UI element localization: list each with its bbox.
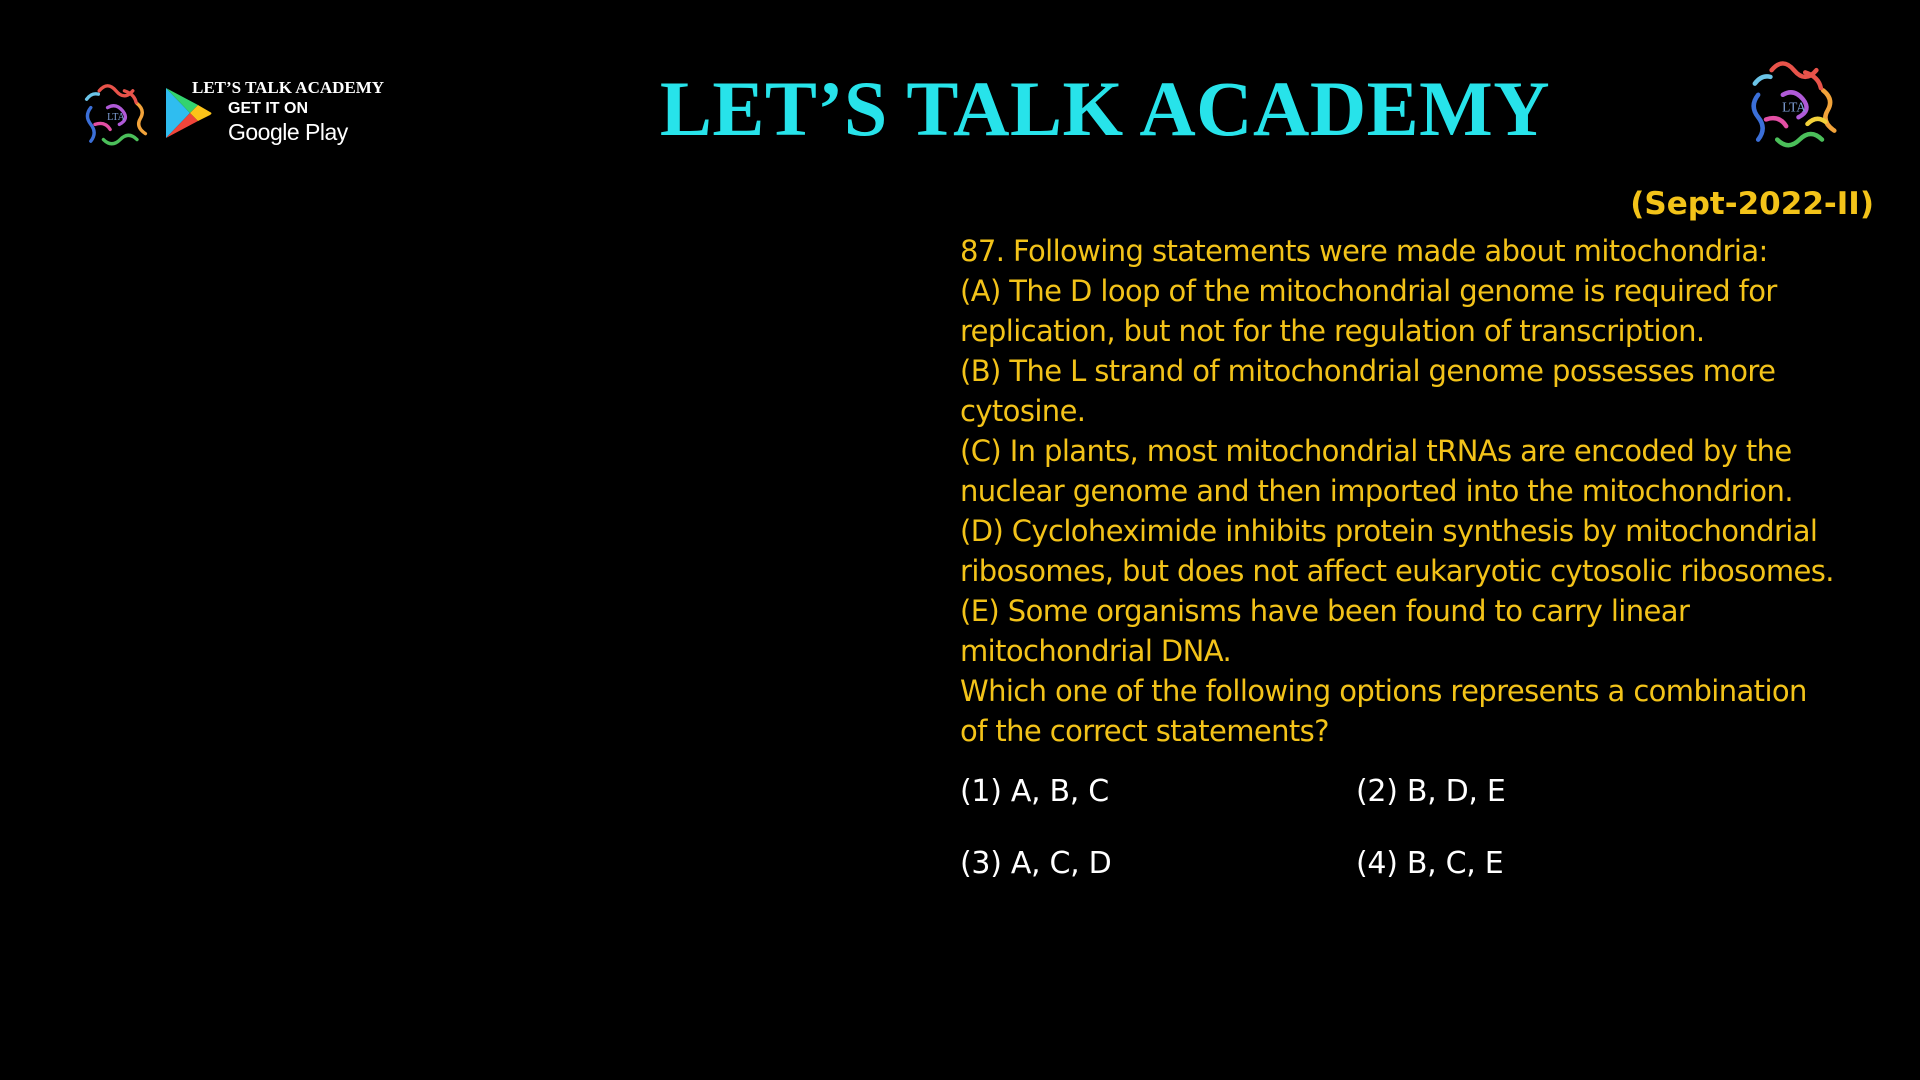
badge-academy-name: LET’S TALK ACADEMY [192,78,385,97]
badge-store-name: Google Play [228,119,348,145]
svg-text:LTA: LTA [1782,99,1806,115]
statement-line: (E) Some organisms have been found to carry linear [960,594,1690,628]
academy-logo-right [1738,50,1850,162]
academy-protein-logo-icon [1738,50,1850,162]
svg-text:LTA: LTA [107,112,125,124]
statement-line: (A) The D loop of the mitochondrial genome is required for [960,274,1777,308]
statement-line: (D) Cycloheximide inhibits protein synthesis by mitochondrial [960,514,1818,548]
question-prompt: Which one of the following options represents a combination [960,674,1807,708]
option-2[interactable]: (2) B, D, E [1356,774,1506,809]
question-prompt: of the correct statements? [960,714,1329,748]
statement-line: (B) The L strand of mitochondrial genome possesses more [960,354,1776,388]
statement-line: (C) In plants, most mitochondrial tRNAs are encoded by the [960,434,1792,468]
badge-get-it-on: GET IT ON [228,100,308,117]
statement-line: ribosomes, but does not affect eukaryotic cytosolic ribosomes. [960,554,1834,588]
page-title: LET’S TALK ACADEMY [659,65,1551,152]
option-1[interactable]: (1) A, B, C [960,774,1109,809]
question-stem: 87. Following statements were made about mitochondria: [960,234,1768,268]
option-4[interactable]: (4) B, C, E [1356,846,1504,881]
statement-line: replication, but not for the regulation of transcription. [960,314,1705,348]
option-3[interactable]: (3) A, C, D [960,846,1112,881]
statement-line: cytosine. [960,394,1086,428]
statement-line: mitochondrial DNA. [960,634,1232,668]
question-text [960,231,1880,751]
exam-session-tag: (Sept-2022-II) [1630,186,1874,222]
statement-line: nuclear genome and then imported into the mitochondrion. [960,474,1793,508]
